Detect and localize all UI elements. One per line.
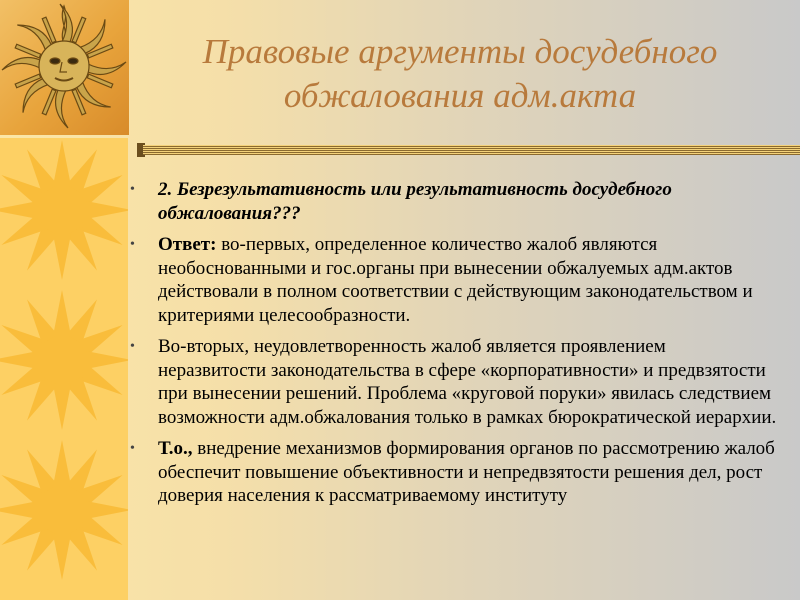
- bullet-lead: Ответ:: [158, 234, 217, 255]
- bullet-text: внедрение механизмов формирования органов по рассмотрению жалоб обеспечит повышение объективности и непредвзятости решения дел, рост доверия населения к рассматриваемому институту: [158, 438, 775, 506]
- bullet-text: 2. Безрезультативность или результативность досудебного обжалования???: [158, 179, 672, 224]
- bullet-text: во-первых, определенное количество жалоб являются необоснованными и гос.органы при вынесении обжалуемых адм.актов действовали в полном соответствии с действующим законодательством и критериями целесообразности.: [158, 234, 753, 326]
- sun-icon: [0, 438, 128, 588]
- bullet-item: [128, 178, 778, 225]
- bullet-lead: Т.о.,: [158, 438, 193, 459]
- bullet-item: [128, 335, 778, 429]
- bullet-list: [128, 178, 778, 516]
- bullet-item: [128, 233, 778, 327]
- title-rule: [143, 145, 800, 155]
- decorative-sun-strip: [0, 138, 128, 600]
- bullet-dot: •: [130, 182, 135, 197]
- slide-title: Правовые аргументы досудебного обжалования адм.акта: [202, 32, 718, 115]
- bullet-dot: •: [130, 237, 135, 252]
- bullet-text: Во-вторых, неудовлетворенность жалоб является проявлением неразвитости законодательства в сфере «корпоративности» и предвзятости при вынесении решений. Проблема «круговой поруки» явилась следствием возможности адм.обжалования только в рамках бюрократической иерархии.: [158, 336, 777, 428]
- bullet-dot: •: [130, 441, 135, 456]
- sun-face-logo-icon: [0, 0, 129, 135]
- bullet-dot: •: [130, 339, 135, 354]
- bullet-item: [128, 437, 778, 508]
- sun-icon: [0, 138, 128, 288]
- sun-icon: [0, 288, 128, 438]
